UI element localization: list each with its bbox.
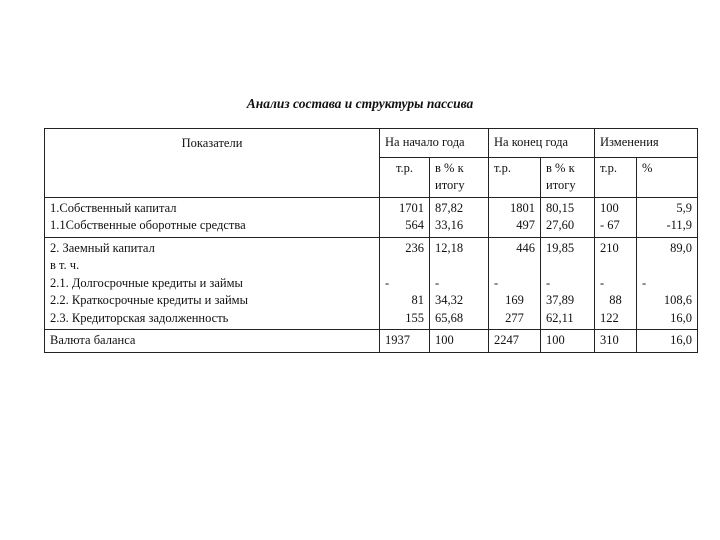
cell-value: - — [642, 275, 647, 290]
cell-start-pct — [430, 197, 489, 237]
subheader-end-tr: т.р. — [489, 157, 541, 197]
subheader-start-tr: т.р. — [380, 157, 430, 197]
cell-value — [642, 257, 692, 275]
total-end-tr: 2247 — [489, 330, 541, 353]
page-title: Анализ состава и структуры пассива — [246, 96, 474, 111]
cell-change-pct — [637, 197, 698, 237]
header-indicators: Показатели — [45, 129, 380, 198]
row-label: в т. ч. — [50, 258, 80, 272]
cell-end-pct — [541, 197, 595, 237]
cell-value: 27,60 — [546, 218, 575, 232]
cell-value: 19,85 — [546, 240, 575, 255]
row-label: 1.1Собственные оборотные средства — [50, 218, 246, 232]
cell-value: 155 — [405, 310, 424, 325]
cell-value: 236 — [405, 240, 424, 255]
subheader-change-tr: т.р. — [595, 157, 637, 197]
cell-value: 122 — [600, 310, 619, 325]
cell-value — [546, 257, 589, 275]
table-row-total — [45, 330, 698, 353]
cell-value: 446 — [516, 240, 536, 255]
subheader-change-pct: % — [637, 157, 698, 197]
table-row-own-capital — [45, 197, 698, 237]
cell-value: 62,11 — [546, 310, 574, 325]
cell-end-pct — [541, 237, 595, 330]
total-change-tr: 310 — [595, 330, 637, 353]
subheader-end-pct: в % к итогу — [541, 157, 595, 197]
cell-end-tr — [489, 237, 541, 330]
row-labels — [45, 197, 380, 237]
row-label: 2. Заемный капитал — [50, 240, 155, 255]
row-label-total: Валюта баланса — [45, 330, 380, 353]
cell-value: 497 — [516, 218, 536, 232]
cell-value: 37,89 — [546, 293, 575, 307]
cell-value: 81 — [411, 293, 424, 307]
cell-value: 16,0 — [670, 310, 693, 325]
cell-value: 1701 — [399, 200, 424, 215]
cell-value: 108,6 — [663, 293, 693, 307]
cell-value: -11,9 — [666, 218, 693, 232]
total-end-pct: 100 — [541, 330, 595, 353]
cell-change-tr — [595, 237, 637, 330]
header-start: На начало года — [380, 129, 489, 158]
cell-end-tr — [489, 197, 541, 237]
header-end: На конец года — [489, 129, 595, 158]
cell-value: 1801 — [510, 200, 536, 215]
cell-value: 65,68 — [435, 310, 464, 325]
cell-change-tr — [595, 197, 637, 237]
cell-value: - — [385, 275, 390, 290]
cell-value: 210 — [600, 240, 619, 255]
row-label: 2.1. Долгосрочные кредиты и займы — [50, 275, 243, 290]
row-label: 1.Собственный капитал — [50, 200, 177, 215]
cell-value: 33,16 — [435, 218, 464, 232]
cell-value: 80,15 — [546, 200, 575, 215]
cell-value: - — [494, 275, 499, 290]
header-row — [45, 129, 698, 158]
cell-value: 169 — [505, 293, 524, 307]
cell-value: 100 — [600, 200, 619, 215]
cell-start-tr — [380, 237, 430, 330]
subheader-start-pct: в % к итогу — [430, 157, 489, 197]
table-row-borrowed-capital — [45, 237, 698, 330]
cell-value — [494, 257, 535, 275]
cell-value: 89,0 — [670, 240, 693, 255]
cell-value: 88 — [609, 293, 622, 307]
cell-value — [600, 257, 631, 275]
cell-value — [385, 257, 424, 275]
row-label: 2.3. Кредиторская задолженность — [50, 310, 229, 325]
cell-value — [435, 257, 483, 275]
cell-value: - — [435, 275, 440, 290]
total-change-pct: 16,0 — [637, 330, 698, 353]
cell-value: 12,18 — [435, 240, 464, 255]
liabilities-table — [44, 128, 698, 353]
row-label: 2.2. Краткосрочные кредиты и займы — [50, 293, 248, 307]
cell-value: - — [600, 275, 605, 290]
cell-start-pct — [430, 237, 489, 330]
cell-start-tr — [380, 197, 430, 237]
cell-value: 5,9 — [676, 200, 693, 215]
total-start-tr: 1937 — [380, 330, 430, 353]
row-labels — [45, 237, 380, 330]
cell-value: - 67 — [600, 218, 620, 232]
cell-value: 87,82 — [435, 200, 464, 215]
cell-value: 564 — [405, 218, 424, 232]
cell-value: - — [546, 275, 551, 290]
total-start-pct: 100 — [430, 330, 489, 353]
header-changes: Изменения — [595, 129, 698, 158]
cell-value: 34,32 — [435, 293, 464, 307]
cell-value: 277 — [505, 310, 524, 325]
cell-change-pct — [637, 237, 698, 330]
